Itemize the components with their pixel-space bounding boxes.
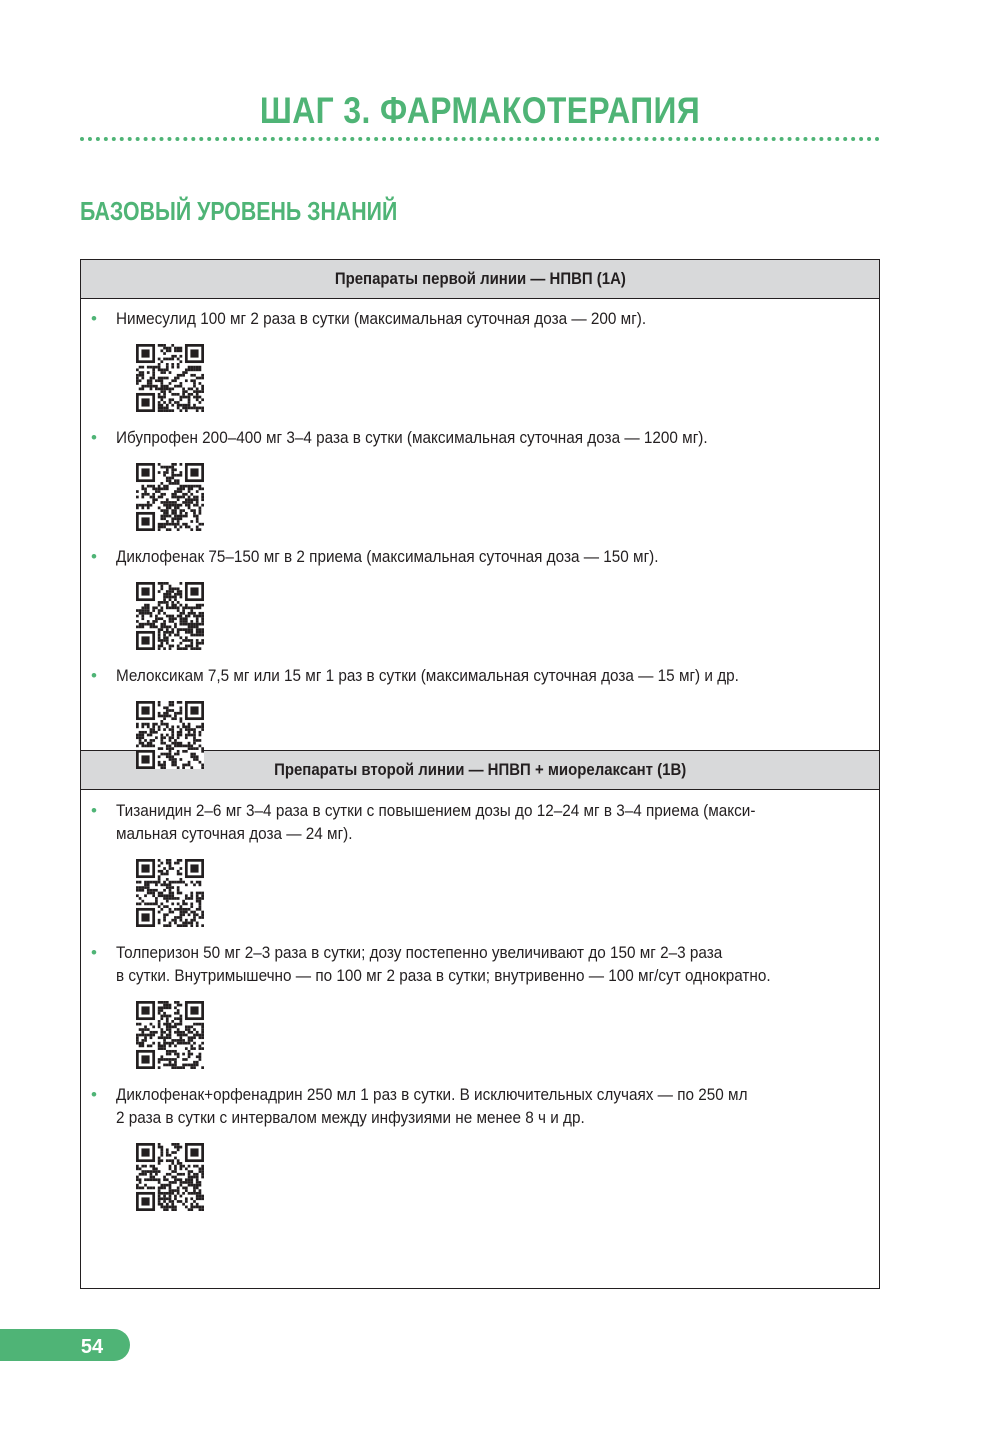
page-title: ШАГ 3. ФАРМАКОТЕРАПИЯ	[259, 90, 701, 131]
drug-text: Нимесулид 100 мг 2 раза в сутки (максимальная суточная доза — 200 мг).	[116, 309, 647, 328]
second-line-header: Препараты второй линии — НПВП + миорелаксант (1В)	[81, 751, 879, 790]
bullet: •	[91, 1085, 97, 1104]
first-line-header: Препараты первой линии — НПВП (1А)	[81, 260, 879, 299]
drug-text-line: Диклофенак+орфенадрин 250 мл 1 раз в сутки. В исключительных случаях — по 250 мл	[116, 1085, 748, 1104]
bullet: •	[91, 943, 97, 962]
bullet: •	[91, 547, 97, 566]
qr-code[interactable]	[136, 582, 204, 650]
qr-code[interactable]	[136, 859, 204, 927]
title-dotted-rule	[80, 137, 880, 141]
first-line-list	[81, 299, 879, 783]
page-number: 54	[80, 1336, 104, 1358]
drug-table	[80, 259, 880, 1289]
drug-text-line: Толперизон 50 мг 2–3 раза в сутки; дозу постепенно увеличивают до 150 мг 2–3 раза	[116, 943, 723, 962]
qr-code[interactable]	[136, 344, 204, 412]
list-item	[81, 307, 879, 426]
second-line-list	[81, 790, 879, 1225]
bullet: •	[91, 309, 97, 328]
drug-text: Ибупрофен 200–400 мг 3–4 раза в сутки (максимальная суточная доза — 1200 мг).	[116, 428, 708, 447]
first-line-group	[81, 260, 879, 751]
list-item	[81, 545, 879, 664]
page-number-tab	[0, 1329, 130, 1363]
drug-text-line: в сутки. Внутримышечно — по 100 мг 2 раза в сутки; внутривенно — 100 мг/сут однократно.	[116, 966, 771, 985]
qr-code[interactable]	[136, 701, 204, 769]
bullet: •	[91, 801, 97, 820]
list-item	[81, 426, 879, 545]
bullet: •	[91, 428, 97, 447]
list-item	[81, 941, 879, 1083]
drug-text: Диклофенак 75–150 мг в 2 приема (максимальная суточная доза — 150 мг).	[116, 547, 659, 566]
list-item	[81, 799, 879, 941]
drug-text-line: Тизанидин 2–6 мг 3–4 раза в сутки с повышением дозы до 12–24 мг в 3–4 приема (макси-	[116, 801, 756, 820]
bullet: •	[91, 666, 97, 685]
drug-text-line: 2 раза в сутки с интервалом между инфузиями не менее 8 ч и др.	[116, 1108, 585, 1127]
list-item	[81, 1083, 879, 1225]
qr-code[interactable]	[136, 463, 204, 531]
section-heading: БАЗОВЫЙ УРОВЕНЬ ЗНАНИЙ	[80, 196, 398, 226]
drug-text-line: мальная суточная доза — 24 мг).	[116, 824, 353, 843]
qr-code[interactable]	[136, 1143, 204, 1211]
qr-code[interactable]	[136, 1001, 204, 1069]
drug-text: Мелоксикам 7,5 мг или 15 мг 1 раз в сутки (максимальная суточная доза — 15 мг) и др.	[116, 666, 739, 685]
second-line-group	[81, 751, 879, 1225]
